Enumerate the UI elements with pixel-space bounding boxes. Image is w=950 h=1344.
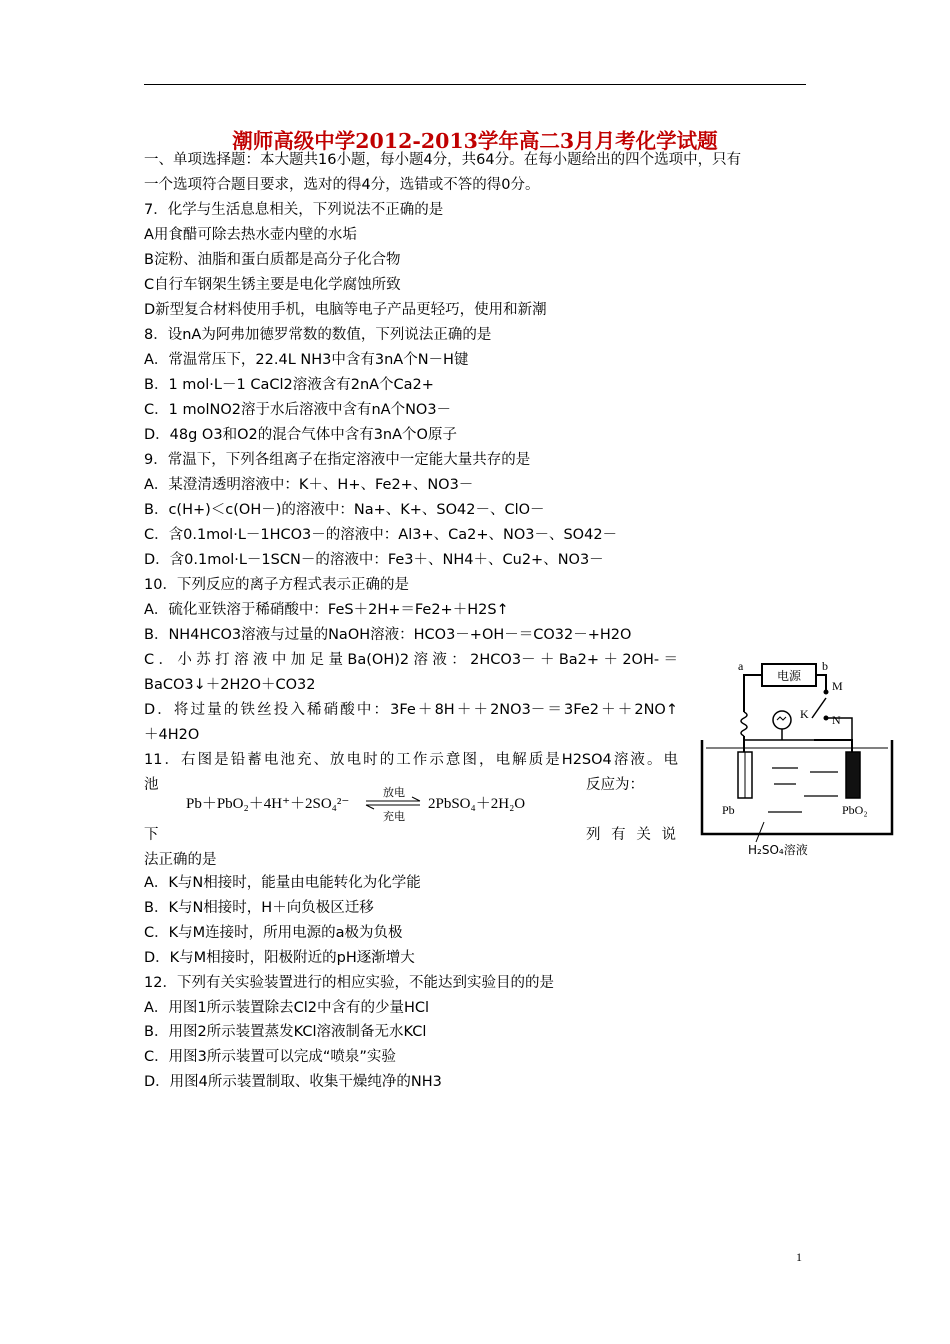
q8-option-c: C．1 molNO2溶于水后溶液中含有nA个NO3－ <box>144 402 452 418</box>
q7-option-c: C自行车钢架生锈主要是电化学腐蚀所致 <box>144 277 401 293</box>
q7-option-a: A用食醋可除去热水壶内壁的水垢 <box>144 227 357 243</box>
q10-option-c-line-1: C．小苏打溶液中加足量Ba(OH)2溶液：2HCO3－＋Ba2+＋2OH-＝ <box>144 652 678 668</box>
page-number: 1 <box>796 1250 802 1264</box>
switch-k-label: K <box>800 707 809 721</box>
pbo2-label: PbO₂ <box>842 803 868 817</box>
q11-stem-line-1: 11．右图是铅蓄电池充、放电时的工作示意图，电解质是H2SO4溶液。电 <box>144 752 678 768</box>
q12-option-a: A．用图1所示装置除去Cl2中含有的少量HCl <box>144 1000 430 1016</box>
q9-option-b: B．c(H+)＜c(OH－)的溶液中：Na+、K+、SO42－、ClO－ <box>144 502 545 518</box>
q11-option-d: D．K与M相接时，阳极附近的pH逐渐增大 <box>144 950 415 966</box>
q11-stem-chi: 池 <box>144 777 159 793</box>
q10-stem: 10．下列反应的离子方程式表示正确的是 <box>144 577 409 593</box>
equation-right: 2PbSO₄＋2H₂O <box>428 796 526 812</box>
power-source-label: 电源 <box>776 669 802 683</box>
q7-option-b: B淀粉、油脂和蛋白质都是高分子化合物 <box>144 252 401 268</box>
solution-label: H₂SO₄溶液 <box>748 843 808 857</box>
contact-m-label: M <box>832 679 843 693</box>
electrolysis-tank <box>702 740 892 834</box>
q8-option-b: B．1 mol·L－1 CaCl2溶液含有2nA个Ca2+ <box>144 377 434 393</box>
q8-stem: 8．设nA为阿弗加德罗常数的数值，下列说法正确的是 <box>144 327 492 343</box>
equation-left: Pb＋PbO₂＋4H⁺＋2SO₄²⁻ <box>186 796 350 812</box>
q12-option-b: B．用图2所示装置蒸发KCl溶液制备无水KCl <box>144 1024 427 1040</box>
resistor-coil <box>741 712 747 736</box>
q10-option-b: B．NH4HCO3溶液与过量的NaOH溶液：HCO3－+OH－＝CO32－+H2O <box>144 627 632 643</box>
q9-option-c: C．含0.1mol·L－1HCO3－的溶液中：Al3+、Ca2+、NO3－、SO42－ <box>144 527 618 543</box>
q10-option-c-line-2: BaCO3↓＋2H2O＋CO32 <box>144 677 316 693</box>
q11-option-a: A．K与N相接时，能量由电能转化为化学能 <box>144 875 421 891</box>
q12-stem: 12．下列有关实验装置进行的相应实验，不能达到实验目的的是 <box>144 975 554 991</box>
equation-discharge-label: 放电 <box>383 786 405 799</box>
q10-option-d-line-1: D．将过量的铁丝投入稀硝酸中：3Fe＋8H＋＋2NO3－＝3Fe2＋＋2NO↑ <box>144 702 678 718</box>
q11-stem-xia: 下 <box>144 827 159 843</box>
q11-option-c: C．K与M连接时，所用电源的a极为负极 <box>144 925 403 941</box>
q11-stem-lie: 列有关说 <box>586 827 676 843</box>
q8-option-d: D．48g O3和O2的混合气体中含有3nA个O原子 <box>144 427 457 443</box>
bulb-icon <box>773 711 791 729</box>
q12-option-d: D．用图4所示装置制取、收集干燥纯净的NH3 <box>144 1074 442 1090</box>
q7-option-d: D新型复合材料使用手机，电脑等电子产品更轻巧，使用和新潮 <box>144 302 547 318</box>
terminal-b-label: b <box>822 659 828 673</box>
q7-stem: 7．化学与生活息息相关，下列说法不正确的是 <box>144 202 444 218</box>
switch-lever <box>812 698 826 718</box>
q11-option-b: B．K与N相接时，H＋向负极区迁移 <box>144 900 374 916</box>
terminal-a-label: a <box>738 659 744 673</box>
q9-option-d: D．含0.1mol·L－1SCN－的溶液中：Fe3＋、NH4＋、Cu2+、NO3－ <box>144 552 604 568</box>
q11-stem-fan: 反应为： <box>586 777 644 793</box>
page-title: 潮师高级中学2012-2013学年高二3月月考化学试题 <box>232 129 718 153</box>
q11-stem-line-3: 法正确的是 <box>144 852 217 868</box>
contact-n-label: N <box>832 713 841 727</box>
q10-option-a: A．硫化亚铁溶于稀硝酸中：FeS＋2H+＝Fe2+＋H2S↑ <box>144 602 509 618</box>
intro-line-1: 一、单项选择题：本大题共16小题，每小题4分，共64分。在每小题给出的四个选项中，只有 <box>144 152 742 168</box>
lead-acid-battery-diagram <box>692 656 904 860</box>
q10-option-d-line-2: ＋4H2O <box>144 727 200 743</box>
pb-label: Pb <box>722 803 735 817</box>
intro-line-2: 一个选项符合题目要求，选对的得4分，选错或不答的得0分。 <box>144 177 540 193</box>
reaction-equation <box>186 786 566 826</box>
q8-option-a: A．常温常压下，22.4L NH3中含有3nA个N－H键 <box>144 352 469 368</box>
equation-charge-label: 充电 <box>383 810 405 823</box>
header-rule <box>144 84 806 85</box>
pbo2-electrode <box>846 752 860 798</box>
q12-option-c: C．用图3所示装置可以完成“喷泉”实验 <box>144 1049 396 1065</box>
q9-stem: 9．常温下，下列各组离子在指定溶液中一定能大量共存的是 <box>144 452 531 468</box>
q9-option-a: A．某澄清透明溶液中：K＋、H+、Fe2+、NO3－ <box>144 477 474 493</box>
